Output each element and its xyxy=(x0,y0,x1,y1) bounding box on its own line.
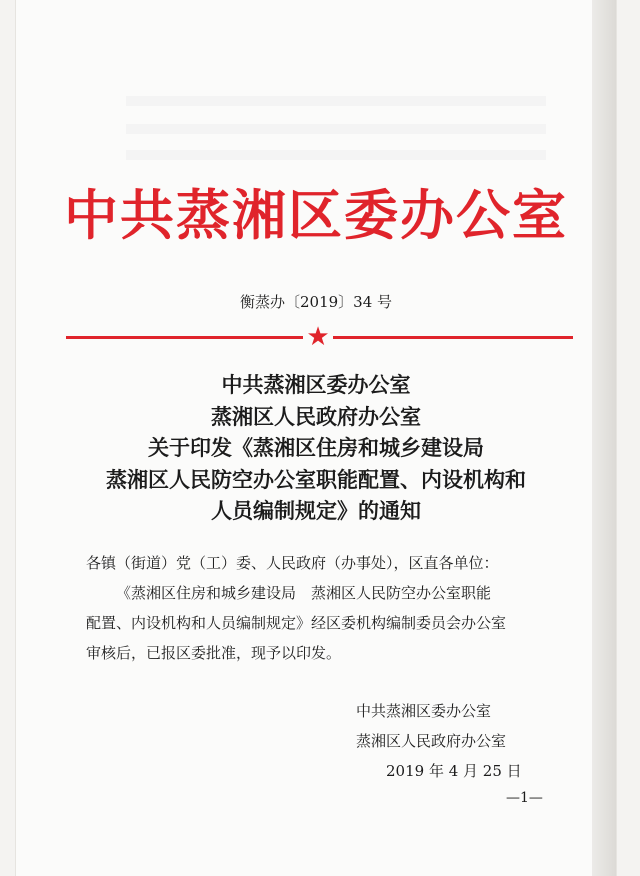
document-number: 衡蒸办〔2019〕34 号 xyxy=(239,293,393,311)
notice-title-line: 蒸湘区人民防空办公室职能配置、内设机构和 xyxy=(106,466,526,492)
show-through-text xyxy=(126,150,546,160)
signature-date: 2019 年 4 月 25 日 xyxy=(386,762,522,780)
salutation: 各镇（街道）党（工）委、人民政府（办事处），区直各单位： xyxy=(86,554,499,572)
notice-title-line: 中共蒸湘区委办公室 xyxy=(221,372,411,397)
signature-org: 蒸湘区人民政府办公室 xyxy=(356,732,507,750)
show-through-text xyxy=(126,124,546,134)
notice-title-line: 人员编制规定》的通知 xyxy=(211,498,421,523)
notice-title-line: 关于印发《蒸湘区住房和城乡建设局 xyxy=(148,435,484,460)
red-rule-right xyxy=(333,336,573,339)
signature-org: 中共蒸湘区委办公室 xyxy=(356,702,492,720)
notice-title xyxy=(16,369,616,527)
body-paragraph-line: 配置、内设机构和人员编制规定》经区委机构编制委员会办公室 xyxy=(86,614,507,632)
signature-block xyxy=(356,696,522,786)
star-icon: ★ xyxy=(306,322,330,352)
notice-body xyxy=(86,548,576,668)
page-number: —1— xyxy=(506,790,543,806)
document-page xyxy=(16,0,616,876)
body-paragraph-line: 《蒸湘区住房和城乡建设局 蒸湘区人民防空办公室职能 xyxy=(116,584,492,602)
issuer-header: 中共蒸湘区委办公室 xyxy=(64,183,568,247)
show-through-text xyxy=(126,96,546,106)
body-paragraph-line: 审核后，已报区委批准，现予以印发。 xyxy=(86,644,342,662)
red-rule-left xyxy=(66,336,303,339)
notice-title-line: 蒸湘区人民政府办公室 xyxy=(211,403,421,429)
